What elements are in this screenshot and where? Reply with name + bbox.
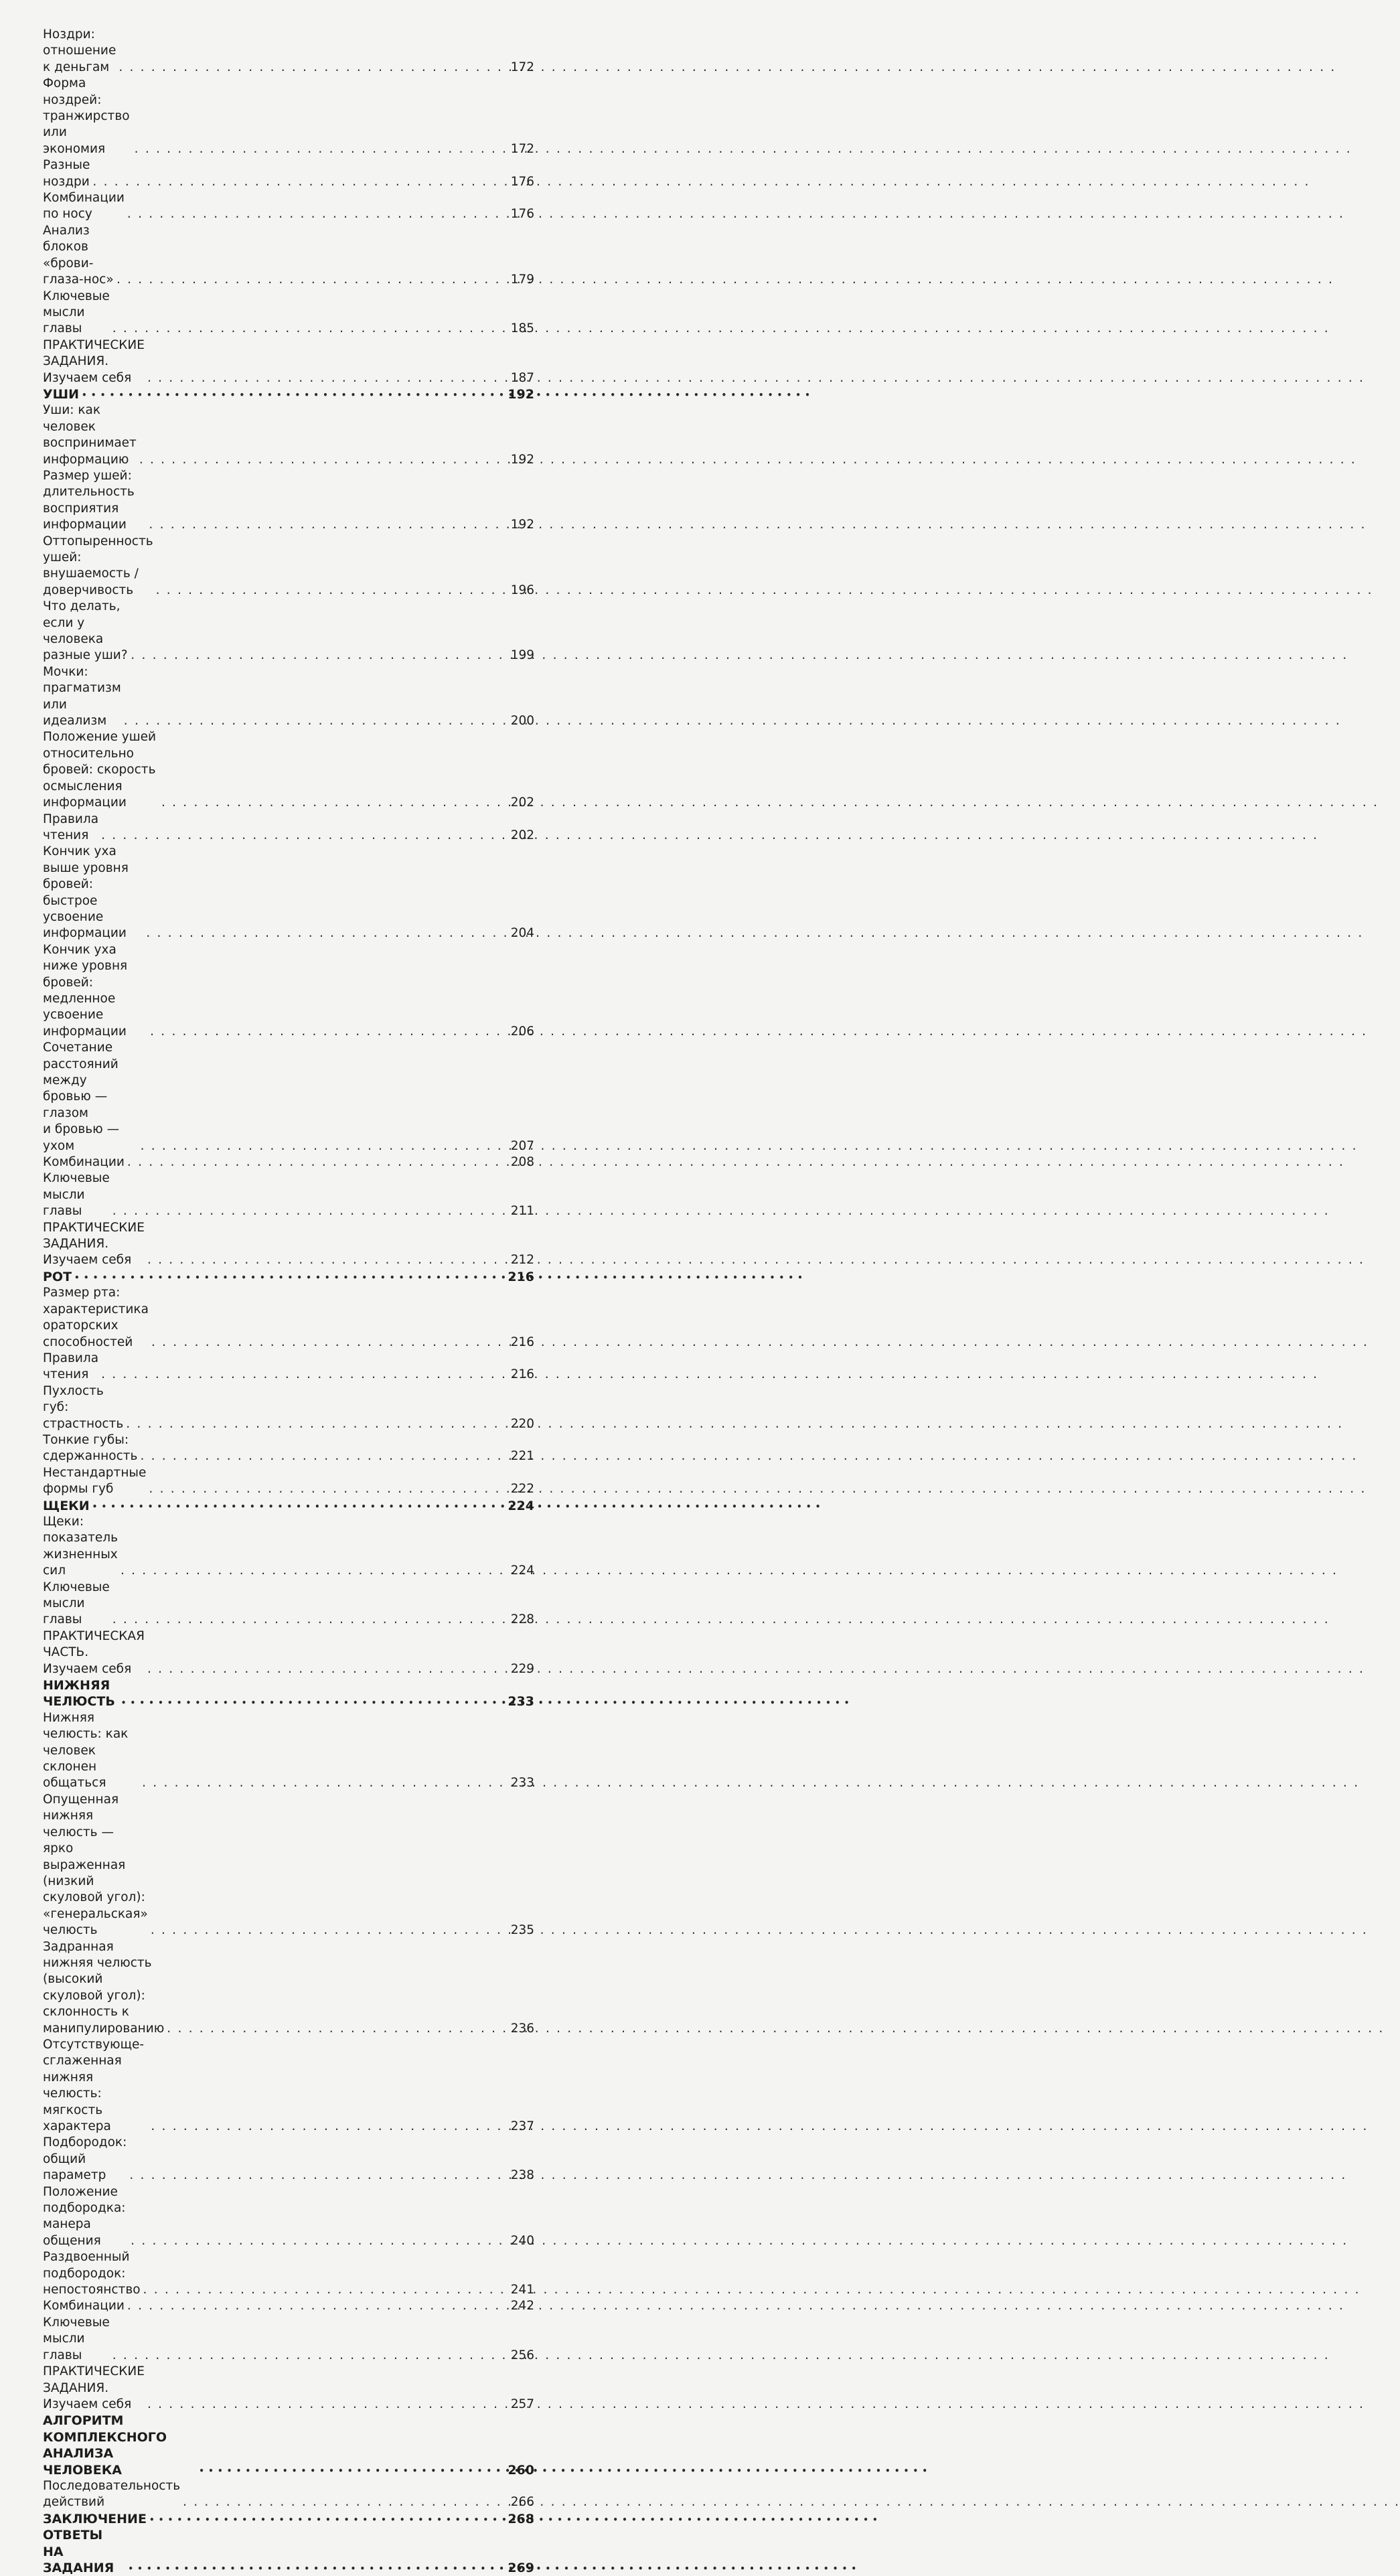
- toc-entry: [43, 1514, 534, 1580]
- dot-leader: [124, 713, 507, 729]
- toc-entry: [43, 812, 534, 844]
- entry-title-line: Размер ушей: длительность восприятия информации: [43, 468, 135, 532]
- dot-leader: [141, 1138, 507, 1154]
- entry-title-line: ПРАКТИЧЕСКИЕ ЗАДАНИЯ. Изучаем себя: [43, 337, 145, 385]
- entry-title-line: Кончик уха ниже уровня бровей: медленное усвоение: [43, 942, 128, 1022]
- page-number: 256: [510, 2348, 534, 2362]
- entry-title: [43, 468, 146, 534]
- entry-title-line: информации: [43, 1024, 127, 1039]
- entry-title-line: Форма ноздрей: транжирство или экономия: [43, 76, 130, 156]
- entry-title-line: Положение ушей относительно бровей: скорость осмысления: [43, 730, 157, 793]
- entry-title-line: Щеки: показатель жизненных сил: [43, 1514, 118, 1578]
- toc-entry: [43, 2298, 534, 2314]
- entry-title-line: Последовательность действий: [43, 2478, 181, 2510]
- dot-leader: [112, 2348, 507, 2364]
- dot-leader: [199, 2464, 503, 2478]
- entry-title: [43, 534, 153, 599]
- dot-leader: [92, 174, 506, 190]
- page-number: 199: [510, 648, 534, 663]
- entry-title-line: Сочетание расстояний между бровью — глазом: [43, 1041, 119, 1120]
- page-number: 233: [510, 1776, 534, 1791]
- page-number: 216: [508, 1269, 534, 1284]
- dot-leader: [147, 1661, 507, 1677]
- entry-title: [43, 1677, 119, 1710]
- toc-entry: [43, 1465, 534, 1498]
- dot-leader: [82, 388, 503, 402]
- page-number: 260: [508, 2462, 534, 2478]
- entry-title: [43, 2135, 127, 2184]
- toc-entry: [43, 1628, 534, 1677]
- page-number: 236: [510, 2021, 534, 2036]
- toc-chapter-entry: [43, 1498, 534, 1514]
- toc-entry: [43, 402, 534, 468]
- page-number: 176: [510, 174, 534, 189]
- entry-title: [43, 2527, 125, 2576]
- page-number: 237: [510, 2119, 534, 2133]
- page-number: 176: [510, 207, 534, 222]
- entry-title-line: Анализ блоков «брови-глаза-нос»: [43, 223, 114, 287]
- entry-title: [43, 1580, 110, 1628]
- page-number: 242: [510, 2299, 534, 2314]
- entry-title-line: Правила чтения: [43, 812, 99, 842]
- toc-entry: [43, 2249, 534, 2298]
- entry-title: [43, 2478, 180, 2511]
- dot-leader: [128, 2561, 503, 2576]
- entry-title-line: НИЖНЯЯ ЧЕЛЮСТЬ: [43, 1678, 115, 1710]
- dot-leader: [131, 2233, 507, 2249]
- page-number: 185: [510, 321, 534, 336]
- entry-title-line: характера: [43, 2119, 111, 2133]
- toc-entry: [43, 1792, 534, 1939]
- entry-title-line: УШИ: [43, 386, 80, 402]
- entry-title: [43, 2298, 125, 2314]
- entry-title: [43, 1040, 138, 1154]
- entry-title: [43, 2184, 128, 2250]
- toc-entry: [43, 2135, 534, 2184]
- page-number: 172: [510, 141, 534, 156]
- page-number: 229: [510, 1661, 534, 1676]
- entry-title-line: Нестандартные формы губ: [43, 1465, 147, 1497]
- page-number: 196: [510, 583, 534, 597]
- entry-title: [43, 1432, 137, 1465]
- entry-title-line: Ключевые мысли главы: [43, 289, 110, 336]
- toc-entry: [43, 2037, 534, 2135]
- toc-entry: [43, 223, 534, 289]
- toc-entry: [43, 729, 534, 811]
- toc-entry: [43, 289, 534, 337]
- page-number: 235: [510, 1923, 534, 1938]
- entry-title: [43, 337, 145, 386]
- entry-title-line: Раздвоенный подбородок: непостоянство: [43, 2250, 141, 2297]
- toc-entry: [43, 1351, 534, 1383]
- toc-entry: [43, 1040, 534, 1154]
- page-number: 269: [508, 2560, 534, 2575]
- entry-title-line: ПРАКТИЧЕСКАЯ ЧАСТЬ. Изучаем себя: [43, 1628, 145, 1676]
- toc-entry: [43, 942, 534, 1040]
- dot-leader: [127, 206, 507, 222]
- toc-entry: [43, 1220, 534, 1269]
- page-number: 204: [510, 926, 534, 941]
- dot-leader: [121, 1563, 507, 1579]
- toc-entry: [43, 1154, 534, 1170]
- document-page: [0, 0, 593, 2575]
- entry-title: [43, 223, 114, 289]
- entry-title-line: Положение подбородка: манера общения: [43, 2184, 126, 2248]
- dot-leader: [146, 925, 506, 941]
- page-number: 211: [510, 1204, 534, 1219]
- entry-title: [43, 729, 159, 811]
- dot-leader: [127, 1154, 507, 1170]
- page-number: 172: [510, 60, 534, 74]
- entry-title-line: Разные ноздри: [43, 158, 90, 189]
- page-number: 206: [510, 1024, 534, 1039]
- toc-entry: [43, 1383, 534, 1432]
- toc-entry: [43, 534, 534, 599]
- page-number: 266: [510, 2495, 534, 2510]
- toc-entry: [43, 76, 534, 157]
- entry-title-line: ОТВЕТЫ НА ЗАДАНИЯ: [43, 2528, 114, 2575]
- toc-entry: [43, 664, 534, 730]
- dot-leader: [74, 1270, 503, 1285]
- entry-title: [43, 1351, 98, 1383]
- dot-leader: [149, 1481, 506, 1497]
- entry-title: [43, 1628, 145, 1677]
- entry-title-line: Опущенная нижняя челюсть — ярко выраженная: [43, 1792, 126, 1872]
- dot-leader: [121, 1695, 504, 1710]
- page-number: 202: [510, 795, 534, 810]
- dot-leader: [151, 2119, 506, 2135]
- toc-entry: [43, 2184, 534, 2250]
- entry-title-line: Ключевые мысли главы: [43, 1580, 110, 1627]
- dot-leader: [147, 2397, 507, 2413]
- page-number: 224: [510, 1564, 534, 1578]
- entry-title: [43, 157, 90, 190]
- entry-title-line: Ноздри: отношение к деньгам: [43, 27, 116, 74]
- entry-title: [43, 664, 121, 730]
- entry-title-line: информации: [43, 795, 127, 810]
- toc-entry: [43, 2364, 534, 2413]
- entry-title: [43, 1514, 118, 1580]
- toc-entry: [43, 844, 534, 941]
- page-number: 208: [510, 1155, 534, 1170]
- entry-title-line: Комбинации по носу: [43, 191, 125, 222]
- toc-chapter-entry: [43, 2511, 534, 2527]
- entry-title-line: Тонкие губы: сдержанность: [43, 1432, 138, 1464]
- entry-title-line: Комбинации: [43, 2299, 125, 2314]
- dot-leader: [147, 370, 507, 386]
- dot-leader: [129, 2168, 506, 2184]
- dot-leader: [151, 1335, 507, 1351]
- dot-leader: [143, 2282, 507, 2298]
- entry-title: [43, 386, 79, 402]
- page-number: 200: [510, 714, 534, 729]
- toc-entry: [43, 337, 534, 386]
- dot-leader: [127, 2298, 507, 2314]
- entry-title: [43, 190, 125, 223]
- page-number: 240: [510, 2233, 534, 2248]
- entry-title: [43, 1710, 139, 1792]
- page-number: 220: [510, 1416, 534, 1431]
- dot-leader: [183, 2494, 507, 2510]
- entry-title: [43, 2413, 196, 2478]
- page-number: 221: [510, 1449, 534, 1464]
- dot-leader: [112, 1203, 507, 1219]
- entry-title: [43, 2249, 141, 2298]
- toc-entry: [43, 1285, 534, 1351]
- entry-title-line: склонность к манипулированию: [43, 2005, 165, 2036]
- toc-entry: [43, 27, 534, 76]
- toc-chapter-entry: [43, 2527, 534, 2576]
- entry-title-line: ПРАКТИЧЕСКИЕ ЗАДАНИЯ. Изучаем себя: [43, 2364, 145, 2411]
- dot-leader: [116, 272, 507, 288]
- toc-entry: [43, 2315, 534, 2364]
- dot-leader: [149, 517, 506, 533]
- dot-leader: [142, 1775, 507, 1791]
- dot-leader: [161, 795, 507, 811]
- dot-leader: [139, 452, 507, 468]
- dot-leader: [151, 1922, 507, 1939]
- entry-title: [43, 2037, 148, 2135]
- toc-chapter-entry: [43, 386, 534, 402]
- toc-entry: [43, 1710, 534, 1792]
- entry-title-line: Нижняя челюсть: как человек склонен общаться: [43, 1710, 129, 1791]
- page-number: 216: [510, 1335, 534, 1349]
- entry-title-line: (низкий скуловой угол): «генеральская» челюсть: [43, 1874, 148, 1938]
- dot-leader: [150, 1024, 507, 1040]
- entry-title-line: Размер рта: характеристика ораторских способностей: [43, 1286, 149, 1349]
- page-number: 222: [510, 1482, 534, 1497]
- page-number: 179: [510, 273, 534, 287]
- entry-title: [43, 1154, 125, 1170]
- entry-title: [43, 76, 132, 157]
- entry-title: [43, 599, 128, 664]
- dot-leader: [131, 648, 506, 664]
- dot-leader: [156, 583, 507, 599]
- entry-title-line: Комбинации: [43, 1155, 125, 1170]
- toc-entry: [43, 2478, 534, 2511]
- entry-title: [43, 402, 137, 468]
- toc-entry: [43, 468, 534, 534]
- toc-entry: [43, 190, 534, 223]
- entry-title-line: Кончик уха выше уровня бровей: быстрое усвоение: [43, 844, 129, 924]
- entry-title-line: и бровью — ухом: [43, 1122, 120, 1153]
- toc-entry: [43, 1432, 534, 1465]
- page-number: 192: [510, 518, 534, 532]
- entry-title: [43, 1170, 110, 1219]
- page-number: 202: [510, 828, 534, 842]
- entry-title: [43, 812, 98, 844]
- entry-title: [43, 2315, 110, 2364]
- entry-title: [43, 27, 116, 76]
- toc-entry: [43, 1580, 534, 1628]
- entry-title-line: Подбородок: общий параметр: [43, 2135, 127, 2183]
- page-number: 268: [508, 2511, 534, 2526]
- dot-leader: [92, 1499, 504, 1514]
- entry-title: [43, 2364, 145, 2413]
- page-number: 216: [510, 1367, 534, 1382]
- page-number: 238: [510, 2168, 534, 2183]
- entry-title-line: АЛГОРИТМ КОМПЛЕКСНОГО АНАЛИЗА ЧЕЛОВЕКА: [43, 2413, 167, 2478]
- dot-leader: [147, 1252, 507, 1268]
- page-number: 233: [508, 1694, 534, 1710]
- page-number: 257: [510, 2397, 534, 2411]
- toc-entry: [43, 1939, 534, 2037]
- dot-leader: [119, 60, 506, 76]
- entry-title: [43, 1220, 145, 1269]
- toc-entry: [43, 1170, 534, 1219]
- entry-title-line: Что делать, если у человека разные уши?: [43, 599, 128, 663]
- dot-leader: [101, 828, 507, 844]
- page-number: 187: [510, 370, 534, 385]
- entry-title-line: Отсутствующе-сглаженная нижняя челюсть: мягкость: [43, 2037, 145, 2117]
- entry-title: [43, 1939, 164, 2037]
- dot-leader: [149, 2512, 503, 2527]
- entry-title: [43, 1285, 149, 1351]
- entry-title-line: ЩЕКИ: [43, 1498, 90, 1513]
- entry-title-line: Задранная нижняя челюсть (высокий скуловой угол):: [43, 1939, 152, 2003]
- toc-entry: [43, 157, 534, 190]
- dot-leader: [101, 1367, 507, 1383]
- entry-title: [43, 844, 143, 941]
- entry-title: [43, 1465, 146, 1498]
- entry-title-line: Ключевые мысли главы: [43, 1171, 110, 1219]
- dot-leader: [135, 141, 507, 157]
- entry-title-line: Уши: как человек воспринимает информацию: [43, 403, 137, 467]
- dot-leader: [140, 1448, 506, 1464]
- page-number: 192: [508, 386, 534, 402]
- entry-title: [43, 942, 147, 1040]
- entry-title-line: ЗАКЛЮЧЕНИЕ: [43, 2511, 147, 2526]
- entry-title: [43, 1383, 123, 1432]
- entry-title: [43, 1498, 90, 1514]
- dot-leader: [112, 1612, 507, 1628]
- table-of-contents: [43, 27, 534, 2576]
- entry-title-line: Оттопыренность ушей: внушаемость / доверчивость: [43, 534, 153, 597]
- entry-title-line: Ключевые мысли главы: [43, 2315, 110, 2362]
- dot-leader: [167, 2021, 506, 2037]
- toc-chapter-entry: [43, 1269, 534, 1285]
- page-number: 192: [510, 452, 534, 467]
- entry-title: [43, 289, 110, 337]
- entry-title-line: информации: [43, 926, 127, 941]
- toc-chapter-entry: [43, 2413, 534, 2478]
- dot-leader: [126, 1416, 506, 1432]
- entry-title: [43, 1269, 72, 1285]
- page-number: 212: [510, 1253, 534, 1268]
- entry-title: [43, 2511, 147, 2527]
- page-number: 224: [508, 1498, 534, 1513]
- page-number: 241: [510, 2283, 534, 2297]
- entry-title-line: ПРАКТИЧЕСКИЕ ЗАДАНИЯ. Изучаем себя: [43, 1220, 145, 1268]
- entry-title-line: РОТ: [43, 1269, 72, 1284]
- toc-chapter-entry: [43, 1677, 534, 1710]
- page-number: 207: [510, 1138, 534, 1153]
- entry-title-line: Пухлость губ: страстность: [43, 1383, 124, 1431]
- entry-title-line: Правила чтения: [43, 1351, 99, 1382]
- page-number: 228: [510, 1612, 534, 1627]
- toc-entry: [43, 599, 534, 664]
- entry-title-line: Мочки: прагматизм или идеализм: [43, 664, 121, 729]
- dot-leader: [112, 321, 507, 337]
- entry-title: [43, 1792, 148, 1939]
